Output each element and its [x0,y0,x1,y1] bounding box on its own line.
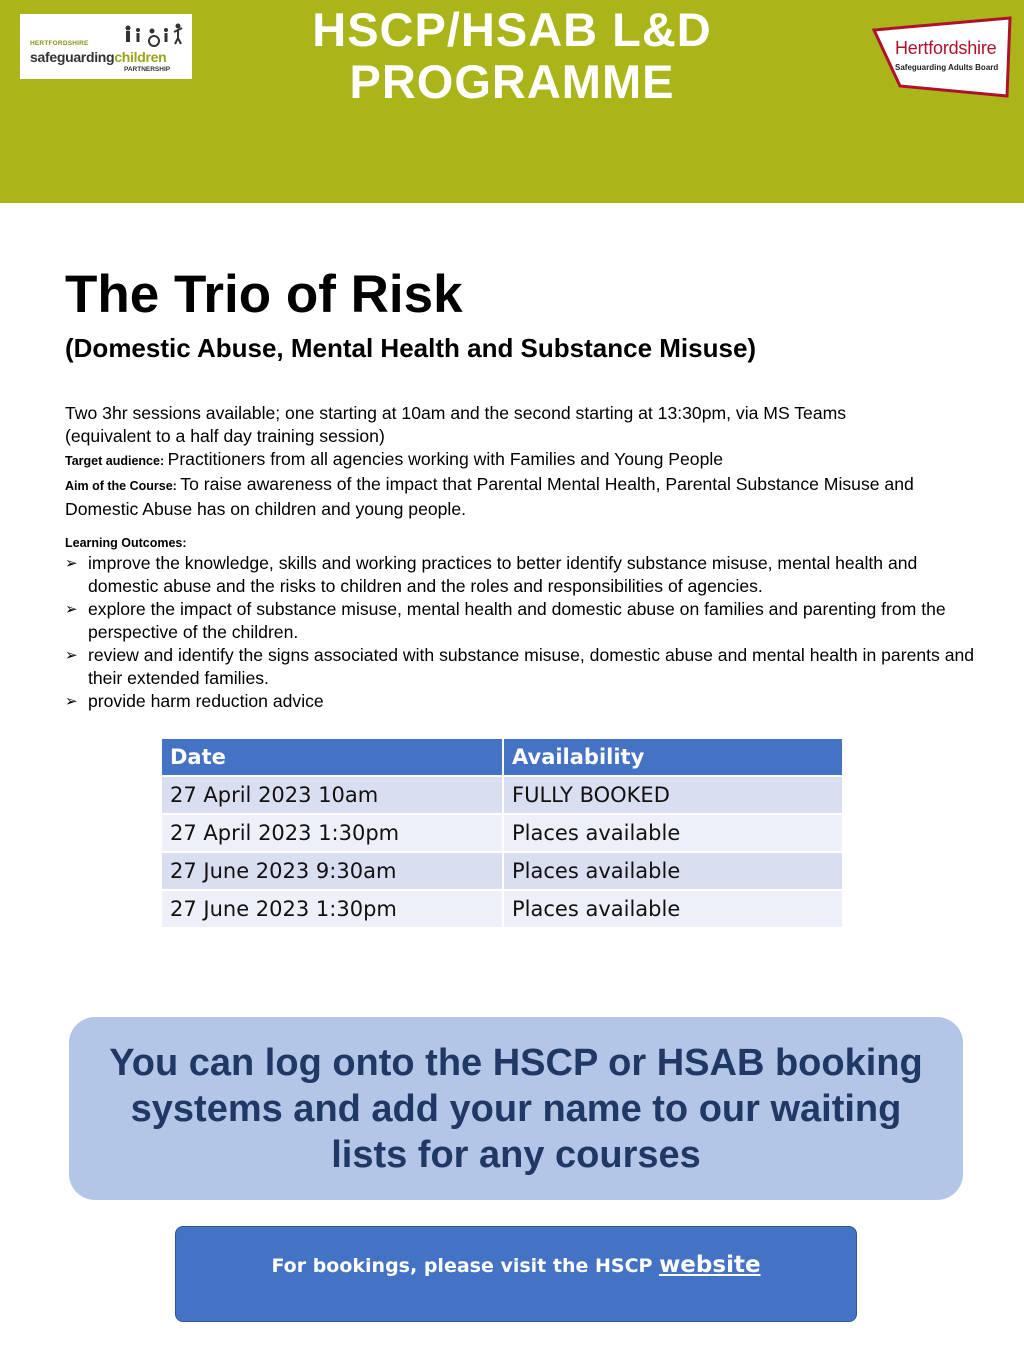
target-audience-label: Target audience [65,454,160,468]
table-row [161,852,843,890]
target-audience-text: Practitioners from all agencies working with Families and Young People [167,449,724,469]
course-info [65,402,975,521]
logo-word-b: children [114,49,167,65]
hsab-logo [872,16,1012,98]
waiting-list-notice-text: You can log onto the HSCP or HSAB booking systems and add your name to our waiting lists for any courses [109,1041,923,1176]
list-item [65,644,975,690]
programme-title [262,4,762,108]
logo-main-text [30,49,166,65]
programme-title-line2: PROGRAMME [349,55,675,108]
table-header-row [161,739,843,776]
list-item-text: review and identify the signs associated with substance misuse, domestic abuse and mental health in parents and their extended families. [88,645,975,688]
booking-banner [175,1226,857,1322]
learning-outcomes-list [65,552,975,713]
session-date: 27 June 2023 9:30am [161,852,503,890]
course-aim: Aim of the Course: To raise awareness of the impact that Parental Mental Health, Parental Substance Misuse and Domestic Abuse has on children and young people. [65,474,914,519]
learning-outcomes-label: Learning Outcomes: [65,536,187,550]
session-date: 27 April 2023 1:30pm [161,814,503,852]
learning-outcomes [65,534,975,713]
session-availability: Places available [503,814,843,852]
table-row [161,814,843,852]
session-availability: Places available [503,852,843,890]
sessions-line2: (equivalent to a half day training session) [65,426,385,446]
session-date: 27 April 2023 10am [161,776,503,814]
list-item [65,552,975,598]
column-header-availability: Availability [503,739,843,776]
course-subtitle: (Domestic Abuse, Mental Health and Substance Misuse) [65,333,757,363]
table-row [161,776,843,814]
hscp-website-link[interactable]: website [659,1252,761,1278]
session-availability: FULLY BOOKED [503,776,843,814]
hsab-logo-name: Hertfordshire [895,38,997,58]
arrow-bullet-icon: ➢ [65,693,78,710]
waiting-list-notice [69,1017,963,1200]
course-aim-text: To raise awareness of the impact that Parental Mental Health, Parental Substance Misuse and Domestic Abuse has on children and young people. [65,474,914,519]
sessions-line1: Two 3hr sessions available; one starting at 10am and the second starting at 13:30pm, via MS Teams [65,403,847,423]
list-item-text: provide harm reduction advice [88,691,324,711]
hscp-logo [20,14,192,79]
sessions-table [160,739,844,929]
arrow-bullet-icon: ➢ [65,555,78,572]
list-item-text: explore the impact of substance misuse, mental health and domestic abuse on families and parenting from the perspective of the children. [88,599,946,642]
session-availability: Places available [503,890,843,928]
hsab-logo-subtitle: Safeguarding Adults Board [895,63,999,72]
logo-top-text: HERTFORDSHIRE [30,40,89,47]
list-item [65,690,975,713]
course-aim-label: Aim of the Course [65,479,173,493]
session-date: 27 June 2023 1:30pm [161,890,503,928]
list-item-text: improve the knowledge, skills and working practices to better identify substance misuse, mental health and domestic abuse and the risks to children and the roles and responsibilities of agencies. [88,553,918,596]
table-row [161,890,843,928]
header-band [0,0,1024,203]
booking-text: For bookings, please visit the HSCP [271,1255,653,1277]
course-title: The Trio of Risk [65,265,463,324]
arrow-bullet-icon: ➢ [65,647,78,664]
logo-word-a: safeguarding [30,49,115,65]
programme-title-line1: HSCP/HSAB L&D [312,3,712,56]
target-audience: Target audience: Practitioners from all agencies working with Families and Young People [65,449,724,469]
arrow-bullet-icon: ➢ [65,601,78,618]
logo-bottom-text: PARTNERSHIP [124,66,171,73]
column-header-date: Date [161,739,503,776]
list-item [65,598,975,644]
family-figures-icon [120,22,190,48]
